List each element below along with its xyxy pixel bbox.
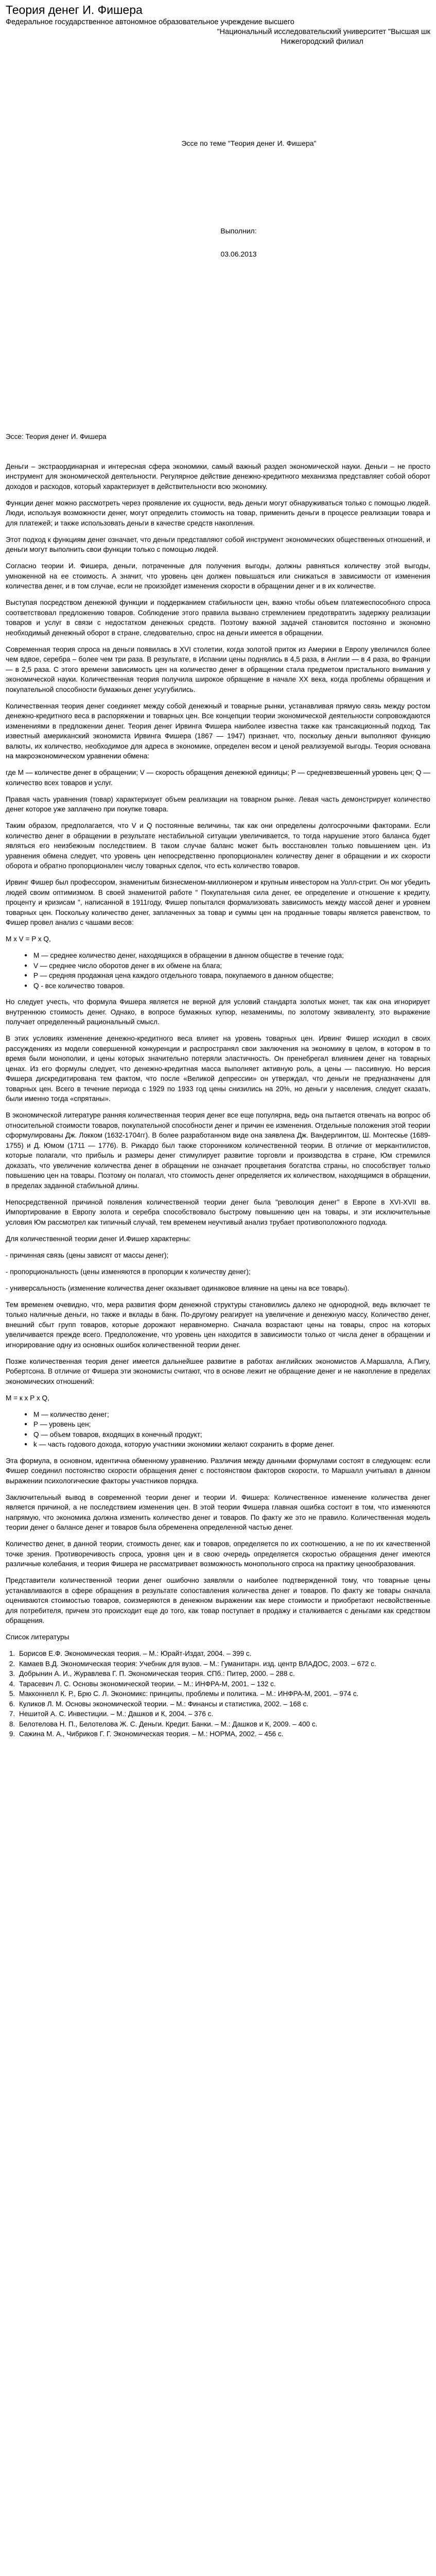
paragraph: - пропорциональность (цены изменяются в пропорции к количеству денег);: [6, 1267, 251, 1276]
paragraph: Этот подход к функциям денег означает, что деньги представляют собой инструмент экономических общественных отношений, и деньги могут выполнить свои функции только с помощью людей.: [6, 535, 430, 553]
cambridge-equation: М = к х Р х Q,: [6, 1394, 49, 1402]
paragraph: - универсальность (изменение количества денег оказывает одинаковое влияние на цены на все товары).: [6, 1284, 350, 1292]
references-list: [6, 1649, 430, 1739]
paragraph: Эта формула, в основном, идентична обменному уравнению. Различия между данными формулами состоят в следующем: если Фишер соединил постоянство скорости обращения денег с постоянством факторов скорости, то Маршалл учитывал в данном выражении психологические факторы участников порядка.: [6, 1456, 430, 1485]
paragraph: Ирвинг Фишер был профессором, знаменитым бизнесменом-миллионером и крупным инвестором на Уолл-стрит. Он мог убедить людей своим оптимизмом. В своей знаменитой работе " Покупательная сила денег, ее определение и отношение к кредиту, проценту и кризисам ", написанной в 1911году, Фишер попытался формализовать зависимость между массой денег и уровнем товарных цен. Поскольку количество денег, заплаченных за товар и суммы цен на проданные товары является равенством, то Фишер провел анализ с чашами весов:: [6, 878, 430, 926]
reference-item: 9. Сажина М. А., Чибриков Г. Г. Экономическая теория. – М.: НОРМА, 2002. – 456 с.: [17, 1729, 430, 1739]
org-line-1: Федеральное государственное автономное образовательное учреждение высшего: [6, 18, 294, 26]
cambridge-variables-list: [6, 1410, 430, 1450]
org-line-2: "Национальный исследовательский университет "Высшая шк: [217, 28, 430, 36]
paragraph: Правая часть уравнения (товар) характеризует объем реализации на товарном рынке. Левая часть демонстрирует количество денег которое уже заплачено при покупке товара.: [6, 795, 430, 813]
essay-heading: Эссе: Теория денег И. Фишера: [6, 433, 107, 440]
paragraph: Представители количественной теории денег ошибочно заявляли о наиболее подтвержденной тому, что товарные цены устанавливаются в сфере обращения в результате сопоставления количества денег и товаров. По факту же товары сначала оцениваются стоимостью товаров, соизмеряются в денежном выражении как мере стоимости и приобретают несвойственные для потребителя, причем это происходит еще до того, как товар поступает в продажу и сталкивается с деньгами как средством обращения.: [6, 1577, 430, 1624]
reference-item: 5. Макконнелл К. Р., Брю С. Л. Экономикс: принципы, проблемы и политика. – М.: ИНФРА-М, 2001. – 974 с.: [17, 1689, 430, 1699]
list-item: ● V — среднее число оборотов денег в их обмене на блага;: [24, 961, 430, 971]
paragraph: Количественная теория денег соединяет между собой денежный и товарные рынки, устанавливая прямую связь между ростом денежно-кредитного веса в распоряжении и товарных цен. Все концепции теории экономической деятельности сопровождаются изменениями в предложении денег. Теория денег Ирвинга Фишера наиболее известна также как трансакционный подход. Так известный американский экономиста Ирвинга Фишера (1867 — 1947) признает, что, поскольку деньги выполняют функцию валюты, их количество, необходимое для адреса в экономике, определен весом и ценой реализуемой выгоды. Теория основана на макроэкономическом уравнении обмена:: [6, 702, 430, 760]
list-item: ● Q — объем товаров, входящих в конечный продукт;: [24, 1430, 430, 1440]
paragraph: Тем временем очевидно, что, мера развития форм денежной структуры становились далеко не однородной, ведь включает те только наличные деньги, но также и вклады в банк. По-другому реагирует на увеличение и денежную массу, Количество денег, внешний сбыт групп товаров, которые дорожают неравномерно. Сначала возрастают цены на товары, спрос на которых увеличивается прежде всего. Предположение, что уровень цен находится в зависимости только от числа денег в обращении и игнорирование одну из основных ошибок количественной теории денег.: [6, 1300, 430, 1349]
paragraph: - причинная связь (цены зависят от массы денег);: [6, 1251, 169, 1259]
essay-body: [6, 432, 430, 1739]
references-title: Список литературы: [6, 1633, 69, 1641]
exchange-equation: M x V = P x Q,: [6, 935, 51, 943]
paragraph: В экономической литературе ранняя количественная теория денег все еще популярна, ведь она пытается отвечать на вопрос об относительной стоимости товаров, покупательной способности денег и причин ее изменения. Отдельные положения этой теории сформулированы Дж. Локком (1632-1704гг). В более разработанном виде она заявлена Дж. Вандерлинтом, Ш. Монтескье (1689-1755) и Д. Юмом (1711 — 1776). В. Рикардо был также сторонником количественной теории. В отличие от меркантилистов, которые полагали, что прибыль и размеры денег стимулирует развитие торговли и производства в стране, Юм стремился доказать, что увеличение количества денег в обращении не означает процветания богатства страны, но способствует только повышению цен на товары. Поэтому он полагал, что стоимость денег определяется их количеством, находящимся в обращении, в пределах заданной стабильной длины.: [6, 1111, 430, 1190]
paragraph: Но следует учесть, что формула Фишера является не верной для условий стандарта золотых монет, так как она игнорирует внутреннюю стоимость денег. Однако, в вопросе бумажных купюр, незаменимы, по золотому эквиваленту, это выражение получает определенный рациональный смысл.: [6, 998, 430, 1026]
reference-item: 8. Белотелова Н. П., Белотелова Ж. С. Деньги. Кредит. Банки. – М.: Дашков и К, 2009. – 400 с.: [17, 1719, 430, 1730]
paragraph: Количество денег, в данной теории, стоимость денег, как и товаров, определяется по их соотношению, а не по их качественной точке зрения. Противоречивость спроса, уровня цен и в свою очередь определяется скоростью обращения денег имеются различные колебания, и теория Фишера не рассматривает возможность монопольного спроса на практику ценообразования.: [6, 1540, 430, 1568]
paragraph: Современная теория спроса на деньги появилась в XVI столетии, когда золотой приток из Америки в Европу увеличился более чем вдвое, серебра – более чем три раза. В результате, в Испании цены поднялись в 4,5 раза, в Англии — в 4 раза, во Франции — в 2,5 раза. С этого времени зависимость цен на количество денег в обращении стала предметом пристального внимания у экономической науки. Количественная теория получила широкое обращение в начале XX века, когда проблемы обращения и покупательной способности бумажных денег усугубились.: [6, 645, 430, 693]
equation-variables-list: [6, 951, 430, 991]
paragraph: Выступая посредством денежной функции и поддержанием стабильности цен, важно чтобы объем платежеспособного спроса соответствовал предложению товаров. Соблюдение этого правила вызвано стремлением предотвратить задержку реализации товаров и услуг в связи с недостатком денежных средств. Поэтому важной задачей становится постоянно и экономно необходимый денежный оборот в стране, следовательно, спрос на деньги имеется в обращении.: [6, 599, 430, 637]
list-item: ● М — количество денег;: [24, 1410, 430, 1420]
essay-date: 03.06.2013: [220, 250, 257, 258]
list-item: ● Р — уровень цен;: [24, 1419, 430, 1430]
paragraph: Деньги – экстраординарная и интересная сфера экономики, самый важный раздел экономической науки. Деньги – не просто инструмент для экономической деятельности. Регулярное действие денежно-кредитного механизма представляет собой оборот доходов и расходов, который характеризует в действительности всю экономику.: [6, 462, 430, 490]
reference-item: 7. Нешитой А. С. Инвестиции. – М.: Дашков и К, 2004. – 376 с.: [17, 1709, 430, 1719]
paragraph: В этих условиях изменение денежно-кредитного веса влияет на уровень товарных цен. Ирвинг Фишер исходил в своих рассуждениях из модели совершенной конкуренции и распространял свои заключения на экономику в целом, в котором в то время были монополии, и цены которых значительно потеряли эластичность. Он пренебрегал влиянием денег на товарных ценах. Из его формулы следует, что денежно-кредитная масса выполняет активную роль, а цены — пассивную. Но версия Фишера дискредитирована тем фактом, что после «Великой депрессии» он утверждал, что деньги не предназначены для товарных цен. Всего в течение периода с 1929 по 1933 год цены снизились на 20%, но деньги у населения, следует сказать, были именно тогда «спрятаны».: [6, 1035, 430, 1103]
paragraphs-conclusion: [6, 1456, 430, 1626]
paragraph: Непосредственной причиной появления количественной теории денег была "революция денег" в Европе в XVI-XVII вв. Импортирование в Европу золота и серебра способствовало быстрому повышению цен на товары, и эти исключительные условия Юм рассмотрел как типичный случай, тем временем неучтивый анализ трубает противоположного подхода.: [6, 1198, 430, 1226]
org-line-3: Нижегородский филиал: [281, 38, 363, 46]
reference-item: 3. Добрынин А. И., Журавлева Г. П. Экономическая теория. СПб.: Питер, 2000. – 288 с.: [17, 1669, 430, 1679]
paragraph: Для количественной теории денег И.Фишер характерны:: [6, 1234, 191, 1243]
list-item: ● Q - все количество товаров.: [24, 981, 430, 991]
document-title: Теория денег И. Фишера: [6, 3, 143, 16]
essay-topic: Эссе по теме "Теория денег И. Фишера": [181, 139, 317, 147]
performed-label: Выполнил:: [220, 227, 257, 235]
paragraph: Согласно теории И. Фишера, деньги, потраченные для получения выгоды, должны равняться количеству этой выгоды, умноженной на ее стоимость. А значит, что уровень цен должен повышаться или снижаться в зависимости от изменения количества денег, и в том случае, если не произойдет изменения скорости в обращении денег и в их количестве.: [6, 562, 430, 590]
paragraphs-middle: [6, 997, 430, 1386]
reference-item: 2. Камаев В.Д. Экономическая теория: Учебник для вузов. – М.: Гуманитарн. изд. центр ВЛАДОС, 2003. – 672 с.: [17, 1659, 430, 1669]
list-item: ● k — часть годового дохода, которую участники экономики желают сохранить в форме денег.: [24, 1439, 430, 1450]
reference-item: 1. Борисов Е.Ф. Экономическая теория. – М.: Юрайт-Издат, 2004. – 399 с.: [17, 1649, 430, 1659]
paragraph: Функции денег можно рассмотреть через проявление их сущности, ведь деньги могут обнаруживаться только с помощью людей. Люди, используя возможности денег, могут определить стоимость на товар, применить деньги в процессе реализации товара и для платежей; и также использовать деньги в качестве средств накопления.: [6, 499, 430, 527]
reference-item: 4. Тарасевич Л. С. Основы экономической теории. – М.: ИНФРА-М, 2001. – 132 с.: [17, 1679, 430, 1689]
paragraphs-intro: [6, 462, 430, 928]
paragraph: Таким образом, предполагается, что V и Q постоянные величины, так как они определены долгосрочными факторами. Если количество денег в обращении в результате нестабильной ситуации увеличивается, то тогда нарушение этого баланса будет являться его неизбежным последствием. В таком случае баланс может быть восстановлен только повышением цен. Из уравнения обмена следует, что уровень цен непосредственно пропорционален количеству денег в обращении и их скорости оборота и обратно пропорционален числу товарных сделок, что есть количество товаров.: [6, 822, 430, 870]
list-item: ● P — средняя продажная цена каждого отдельного товара, покупаемого в данном обществе;: [24, 971, 430, 981]
paragraph: Позже количественная теория денег имеется дальнейшее развитие в работах английских экономистов А.Маршалла, А.Пигу, Робертсона. В отличие от Фишера эти экономисты считают, что в основе лежит не обращение денег и не накопление в пределах экономических отношений:: [6, 1357, 430, 1385]
reference-item: 6. Куликов Л. М. Основы экономической теории. – М.: Финансы и статистика, 2002. – 168 с.: [17, 1699, 430, 1709]
list-item: ● M — среднее количество денег, находящихся в обращении в данном обществе в течение года;: [24, 951, 430, 961]
paragraph: Заключительный вывод в современной теории денег и теории И. Фишера: Количественное изменение количества денег является причиной, а не последствием изменения цен. В этой теории Фишера главная ошибка состоит в том, что изменяются напрямую, что экономика должна изменить количество денег и товаров. По факту же это не правило. Количественная модель теории денег о балансе денег и товаров была обременена определенной частью денег.: [6, 1493, 430, 1531]
paragraph: где M — количестве денег в обращении; V — скорость обращения денежной единицы; P — средневзвешенный уровень цен; Q — количество всех товаров и услуг.: [6, 769, 430, 787]
